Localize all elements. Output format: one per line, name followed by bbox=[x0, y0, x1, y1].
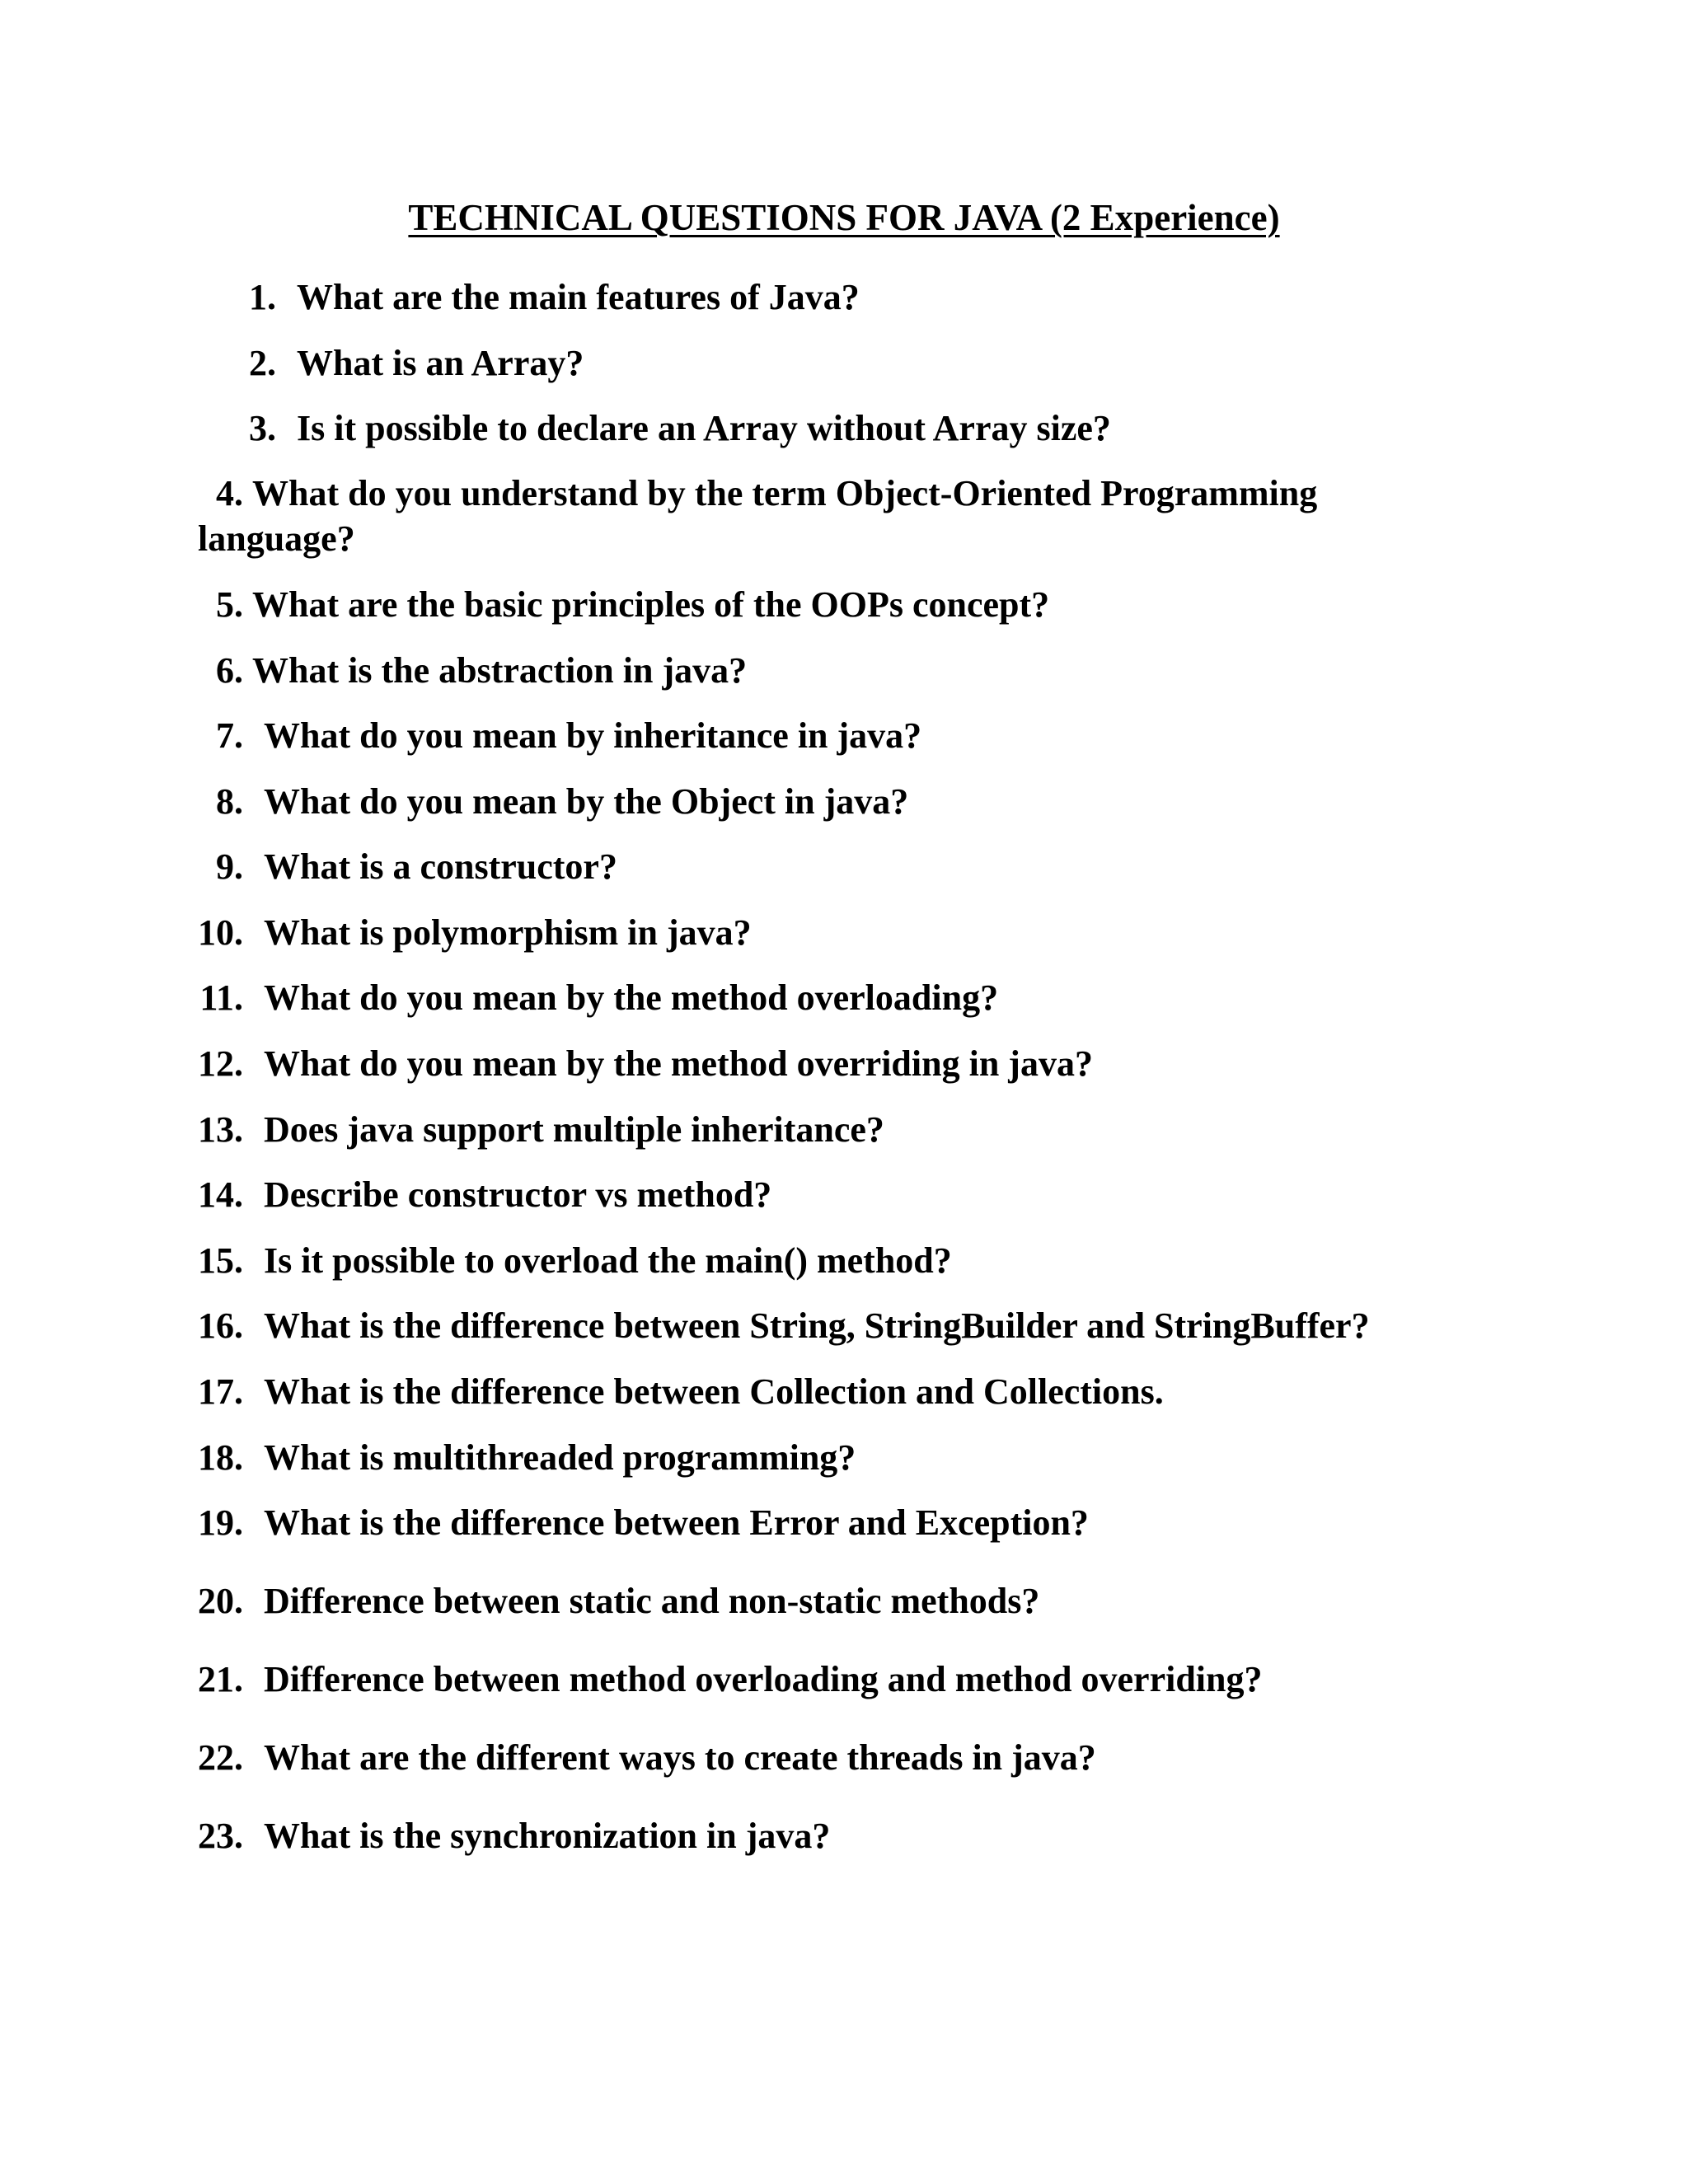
item-number: 7. bbox=[216, 715, 243, 756]
item-number: 20. bbox=[198, 1581, 243, 1621]
item-text: What do you mean by the method overriding in java? bbox=[264, 1043, 1093, 1084]
item-number: 16. bbox=[198, 1305, 243, 1346]
item-text: What is the difference between Collection and Collections. bbox=[264, 1371, 1164, 1412]
list-item bbox=[0, 274, 860, 321]
item-number: 19. bbox=[198, 1502, 243, 1543]
list-item bbox=[216, 582, 1049, 628]
item-number: 18. bbox=[198, 1437, 243, 1478]
item-text: Is it possible to declare an Array without Array size? bbox=[297, 408, 1111, 448]
list-item bbox=[0, 1303, 1370, 1349]
item-number: 5. bbox=[216, 584, 243, 625]
list-item bbox=[0, 1578, 1039, 1624]
item-number: 23. bbox=[198, 1816, 243, 1856]
item-text: What is the difference between String, StringBuilder and StringBuffer? bbox=[264, 1305, 1370, 1346]
list-item bbox=[0, 1435, 856, 1481]
list-item bbox=[0, 713, 921, 759]
item-number: 12. bbox=[198, 1043, 243, 1084]
list-item bbox=[0, 405, 1111, 452]
list-item bbox=[0, 975, 998, 1021]
list-item bbox=[0, 1369, 1164, 1415]
item-text: Does java support multiple inheritance? bbox=[264, 1109, 884, 1150]
list-item bbox=[0, 844, 617, 890]
item-text: What is the synchronization in java? bbox=[264, 1816, 831, 1856]
list-item bbox=[0, 1041, 1093, 1087]
item-number: 1. bbox=[249, 277, 276, 317]
list-item bbox=[216, 471, 1317, 517]
item-text: What is the difference between Error and Exception? bbox=[264, 1502, 1089, 1543]
item-number: 21. bbox=[198, 1659, 243, 1699]
list-item bbox=[0, 340, 584, 387]
list-item bbox=[0, 1238, 952, 1284]
list-item bbox=[0, 1500, 1089, 1546]
item-number: 11. bbox=[199, 977, 243, 1018]
item-number: 9. bbox=[216, 846, 243, 887]
item-text: What are the different ways to create threads in java? bbox=[264, 1737, 1096, 1778]
list-item bbox=[0, 910, 752, 956]
list-item bbox=[0, 1107, 884, 1153]
item-text: What is multithreaded programming? bbox=[264, 1437, 856, 1478]
item-number: 17. bbox=[198, 1371, 243, 1412]
item-number: 22. bbox=[198, 1737, 243, 1778]
list-item bbox=[0, 1172, 771, 1218]
item-text: What is a constructor? bbox=[264, 846, 617, 887]
item-number: 10. bbox=[198, 912, 243, 953]
list-item bbox=[0, 1735, 1096, 1781]
item-text: Difference between static and non-static methods? bbox=[264, 1581, 1040, 1621]
item-text: What are the main features of Java? bbox=[297, 277, 860, 317]
item-number: 8. bbox=[216, 781, 243, 822]
item-number: 15. bbox=[198, 1240, 243, 1281]
item-text: What are the basic principles of the OOPs concept? bbox=[252, 584, 1050, 625]
item-text: What do you mean by the method overloading? bbox=[264, 977, 999, 1018]
item-number: 13. bbox=[198, 1109, 243, 1150]
item-text: Is it possible to overload the main() method? bbox=[264, 1240, 952, 1281]
list-item bbox=[0, 1813, 830, 1859]
item-text: What is the abstraction in java? bbox=[252, 650, 748, 691]
item-number: 4. bbox=[216, 473, 243, 513]
document-title: TECHNICAL QUESTIONS FOR JAVA (2 Experience) bbox=[408, 197, 1280, 238]
item-text: What is polymorphism in java? bbox=[264, 912, 752, 953]
item-text: Difference between method overloading and method overriding? bbox=[264, 1659, 1263, 1699]
item-number: 14. bbox=[198, 1174, 243, 1215]
item-number: 2. bbox=[249, 343, 276, 383]
list-item bbox=[0, 779, 908, 825]
list-item bbox=[0, 1657, 1263, 1703]
item-text: Describe constructor vs method? bbox=[264, 1174, 772, 1215]
item-text: What do you mean by the Object in java? bbox=[264, 781, 909, 822]
item-number: 3. bbox=[249, 408, 276, 448]
item-text-continuation: language? bbox=[198, 518, 355, 559]
item-number: 6. bbox=[216, 650, 243, 691]
item-text: What do you understand by the term Object-Oriented Programming bbox=[252, 473, 1318, 513]
item-text: What is an Array? bbox=[297, 343, 584, 383]
list-item bbox=[216, 648, 747, 694]
item-text: What do you mean by inheritance in java? bbox=[264, 715, 922, 756]
